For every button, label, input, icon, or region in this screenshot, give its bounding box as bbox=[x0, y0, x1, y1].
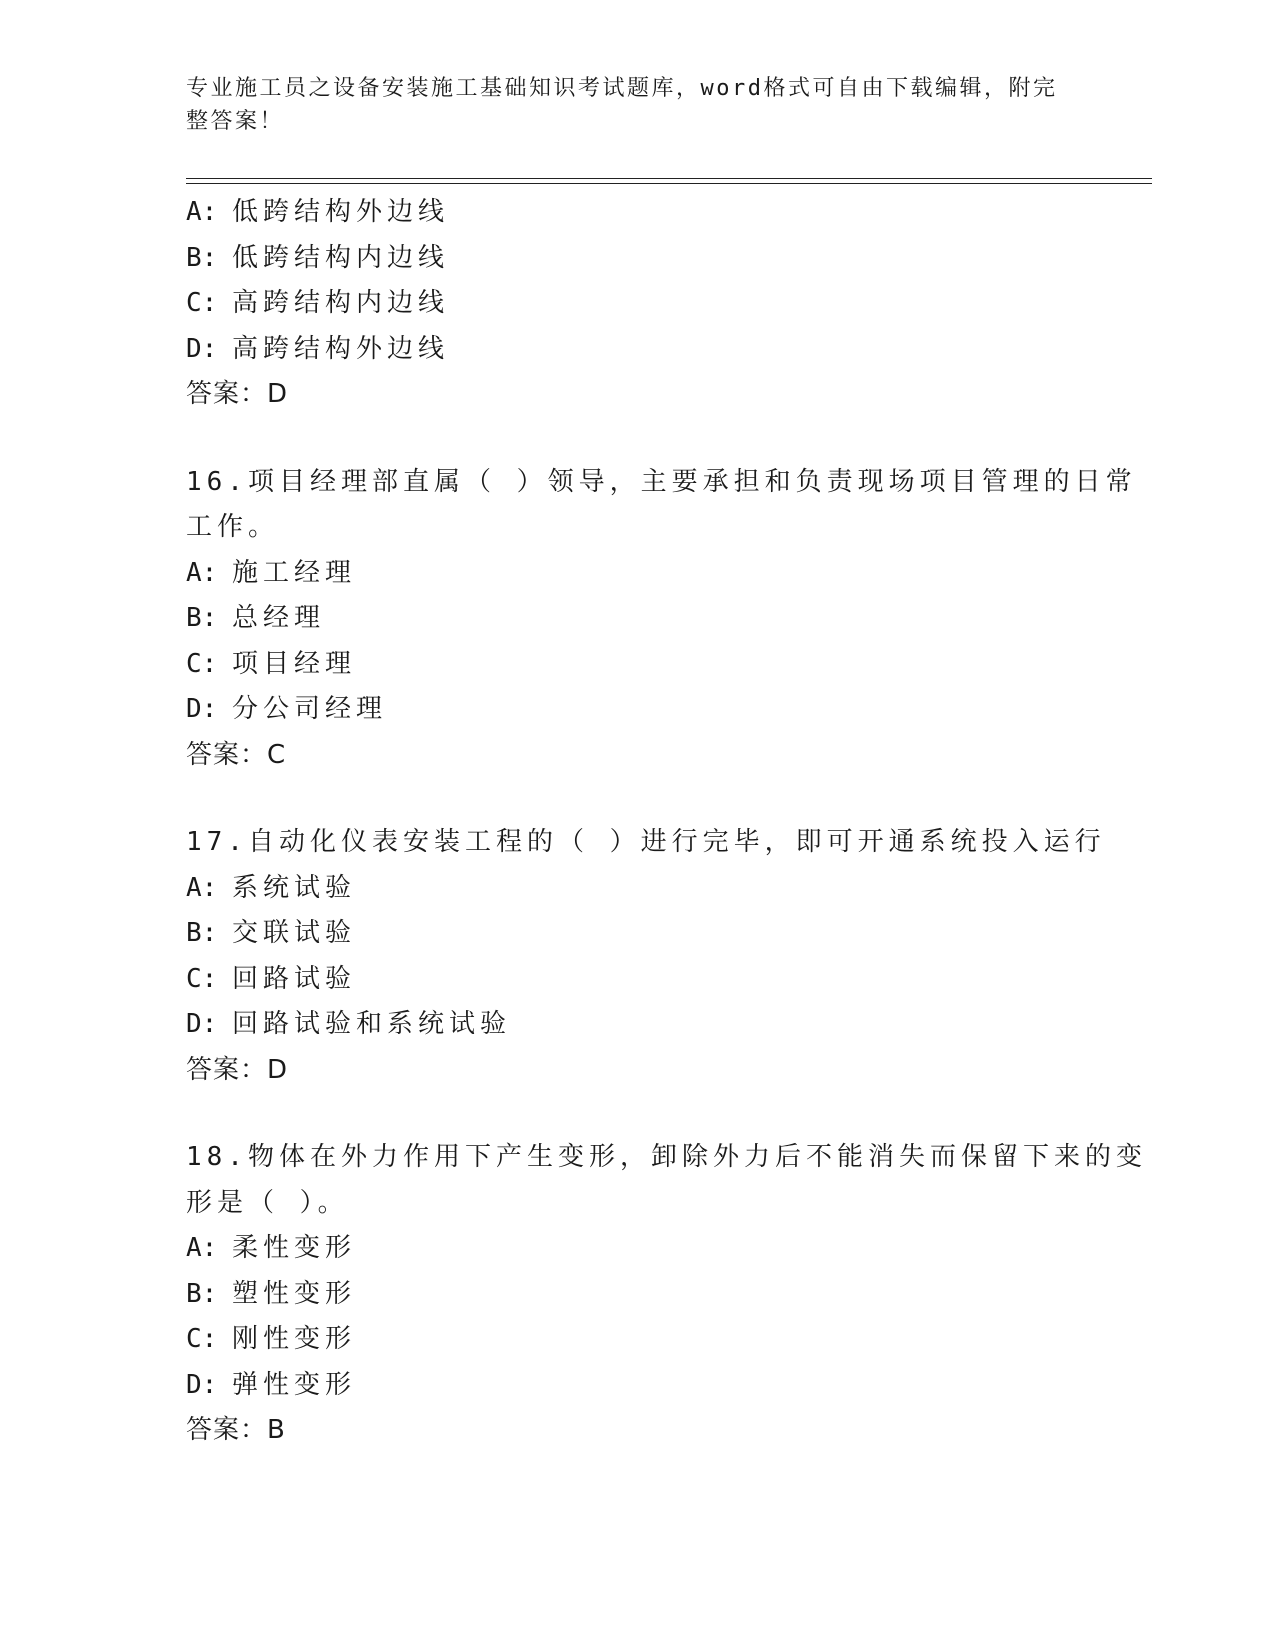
header-divider-top bbox=[186, 178, 1152, 179]
option-a bbox=[186, 190, 1086, 236]
header-line-1: 专业施工员之设备安装施工基础知识考试题库，word格式可自由下载编辑，附完 bbox=[186, 76, 1058, 101]
option-text: 总经理 bbox=[232, 603, 326, 633]
option-text: 低跨结构内边线 bbox=[232, 242, 450, 273]
option-b bbox=[186, 596, 1086, 642]
header-divider-bottom bbox=[186, 183, 1152, 184]
option-c bbox=[186, 281, 1086, 327]
option-letter: B: bbox=[186, 603, 218, 633]
option-c bbox=[186, 957, 1086, 1003]
question-18 bbox=[186, 1135, 1147, 1454]
option-letter: B: bbox=[186, 242, 218, 273]
option-letter: A: bbox=[186, 1233, 218, 1263]
option-c bbox=[186, 642, 1086, 688]
option-text: 高跨结构外边线 bbox=[232, 333, 450, 364]
option-text: 弹性变形 bbox=[232, 1369, 357, 1400]
option-text: 分公司经理 bbox=[232, 694, 388, 724]
option-a bbox=[186, 551, 1086, 597]
question-stem-continued: 工作。 bbox=[186, 512, 280, 542]
option-letter: C: bbox=[186, 288, 218, 318]
option-a bbox=[186, 866, 1086, 912]
option-letter: C: bbox=[186, 963, 218, 994]
question-list bbox=[186, 190, 1147, 1454]
answer-line: 答案：B bbox=[186, 1415, 286, 1445]
header-line-2: 整答案！ bbox=[186, 109, 285, 134]
option-b bbox=[186, 911, 1086, 957]
question-16 bbox=[186, 460, 1137, 779]
option-d bbox=[186, 1363, 1086, 1409]
spacer bbox=[186, 778, 1086, 820]
option-d bbox=[186, 1002, 1086, 1048]
answer-line: 答案：C bbox=[186, 739, 287, 770]
question-stem: 18.物体在外力作用下产生变形，卸除外力后不能消失而保留下来的变 bbox=[186, 1142, 1147, 1172]
option-d bbox=[186, 327, 1086, 373]
option-letter: B: bbox=[186, 918, 218, 948]
spacer bbox=[186, 418, 1086, 460]
option-letter: D: bbox=[186, 333, 218, 364]
question-17 bbox=[186, 820, 1106, 1093]
option-b bbox=[186, 236, 1086, 282]
answer-line: 答案：D bbox=[186, 379, 289, 409]
answer-line: 答案：D bbox=[186, 1054, 289, 1085]
option-text: 交联试验 bbox=[232, 918, 357, 948]
spacer bbox=[186, 1093, 1086, 1135]
option-letter: D: bbox=[186, 694, 218, 724]
option-text: 刚性变形 bbox=[232, 1324, 357, 1354]
question-stem: 17.自动化仪表安装工程的（ ）进行完毕，即可开通系统投入运行 bbox=[186, 827, 1106, 857]
option-text: 回路试验和系统试验 bbox=[232, 1009, 512, 1039]
option-d bbox=[186, 687, 1086, 733]
option-letter: B: bbox=[186, 1278, 218, 1309]
option-a bbox=[186, 1226, 1086, 1272]
option-letter: D: bbox=[186, 1369, 218, 1400]
option-text: 柔性变形 bbox=[232, 1233, 357, 1263]
option-text: 回路试验 bbox=[232, 963, 357, 994]
question-15 bbox=[186, 190, 1086, 418]
option-c bbox=[186, 1317, 1086, 1363]
option-text: 塑性变形 bbox=[232, 1278, 357, 1309]
option-letter: A: bbox=[186, 557, 218, 588]
option-letter: A: bbox=[186, 197, 218, 227]
option-text: 低跨结构外边线 bbox=[232, 197, 450, 227]
option-letter: A: bbox=[186, 872, 218, 903]
question-stem-continued: 形是（ ）。 bbox=[186, 1187, 349, 1218]
question-stem: 16.项目经理部直属（ ）领导，主要承担和负责现场项目管理的日常 bbox=[186, 466, 1137, 497]
option-text: 系统试验 bbox=[232, 872, 357, 903]
option-letter: C: bbox=[186, 1324, 218, 1354]
option-letter: C: bbox=[186, 648, 218, 679]
document-header bbox=[186, 72, 1076, 138]
option-text: 施工经理 bbox=[232, 557, 357, 588]
option-text: 项目经理 bbox=[232, 648, 357, 679]
option-letter: D: bbox=[186, 1009, 218, 1039]
option-text: 高跨结构内边线 bbox=[232, 288, 450, 318]
option-b bbox=[186, 1272, 1086, 1318]
